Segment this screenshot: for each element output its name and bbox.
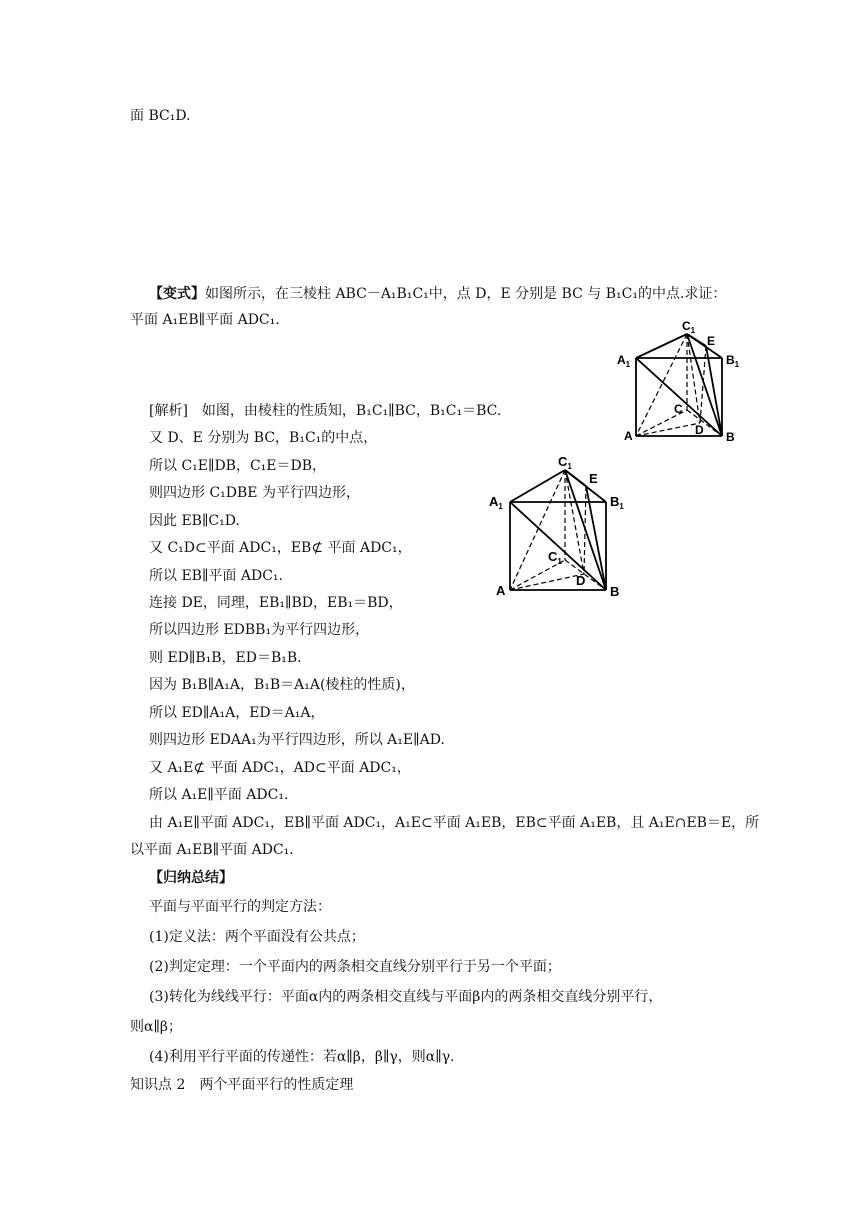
variant-tag: 【变式】: [149, 286, 205, 302]
summary-method-3-cont: 则α∥β；: [130, 1019, 183, 1035]
solution-line-5: 因此 EB∥C₁D.: [149, 513, 240, 529]
label-E: E: [707, 334, 716, 348]
label-A: A: [624, 429, 633, 443]
label-C1: $C_1$: [682, 319, 696, 335]
label-D: D: [695, 423, 704, 437]
solution-line-15: 所以 A₁E∥平面 ADC₁.: [149, 787, 289, 803]
section-heading: 知识点 2 两个平面平行的性质定理: [130, 1077, 354, 1093]
solution-line-12: 所以 ED∥A₁A，ED＝A₁A，: [149, 705, 325, 721]
summary-heading: 【归纳总结】: [149, 870, 233, 886]
summary-method-2: (2)判定定理：一个平面内的两条相交直线分别平行于另一个平面；: [149, 959, 561, 975]
label-C: C: [674, 402, 683, 416]
prism-figure-large: [486, 452, 632, 602]
label-A1: $A_1$: [489, 494, 503, 511]
label-B: B: [726, 430, 735, 444]
solution-line-6: 又 C₁D⊂平面 ADC₁，EB⊄ 平面 ADC₁，: [149, 540, 412, 556]
conclusion-line-2: 以平面 A₁EB∥平面 ADC₁.: [130, 842, 294, 858]
label-C1: $C_1$: [558, 454, 572, 471]
summary-method-1: (1)定义法：两个平面没有公共点；: [149, 929, 365, 945]
label-A1: $A_1$: [617, 353, 631, 369]
variant-line-1: [149, 284, 726, 304]
summary-intro: 平面与平面平行的判定方法：: [149, 899, 331, 915]
label-B1: $B_1$: [726, 353, 740, 369]
top-line: 面 BC₁D.: [130, 108, 191, 124]
solution-line-8: 连接 DE，同理，EB₁∥BD，EB₁＝BD，: [149, 595, 403, 611]
summary-method-4: (4)利用平行平面的传递性：若α∥β，β∥γ，则α∥γ.: [149, 1049, 455, 1065]
variant-line-2: 平面 A₁EB∥平面 ADC₁.: [130, 312, 280, 328]
solution-line-1: [解析] 如图，由棱柱的性质知，B₁C₁∥BC，B₁C₁＝BC.: [149, 403, 502, 419]
solution-line-4: 则四边形 C₁DBE 为平行四边形，: [149, 485, 360, 501]
solution-line-10: 则 ED∥B₁B，ED＝B₁B.: [149, 650, 302, 666]
solution-line-13: 则四边形 EDAA₁为平行四边形，所以 A₁E∥AD.: [149, 732, 445, 748]
summary-method-3: (3)转化为线线平行：平面α内的两条相交直线与平面β内的两条相交直线分别平行，: [149, 989, 663, 1005]
label-B1: $B_1$: [610, 494, 624, 511]
label-C: $C_1$: [548, 549, 562, 566]
solution-line-7: 所以 EB∥平面 ADC₁.: [149, 568, 283, 584]
label-D: D: [576, 573, 586, 588]
label-E: E: [589, 471, 598, 486]
label-B: B: [610, 584, 620, 599]
variant-text: 如图所示，在三棱柱 ABC－A₁B₁C₁中，点 D，E 分别是 BC 与 B₁C₁的中点.求证：: [205, 286, 727, 302]
solution-line-11: 因为 B₁B∥A₁A，B₁B＝A₁A(棱柱的性质)，: [149, 677, 415, 693]
conclusion-line-1: 由 A₁E∥平面 ADC₁，EB∥平面 ADC₁，A₁E⊂平面 A₁EB，EB⊂平面 A₁EB，且 A₁E∩EB＝E，所: [149, 815, 760, 831]
solution-line-14: 又 A₁E⊄ 平面 ADC₁，AD⊂平面 ADC₁，: [149, 760, 411, 776]
solution-line-2: 又 D、E 分别为 BC，B₁C₁的中点，: [149, 430, 378, 446]
label-A: A: [496, 583, 506, 598]
solution-line-3: 所以 C₁E∥DB，C₁E＝DB，: [149, 458, 327, 474]
solution-line-9: 所以四边形 EDBB₁为平行四边形，: [149, 622, 370, 638]
prism-figure-small: [614, 318, 754, 448]
